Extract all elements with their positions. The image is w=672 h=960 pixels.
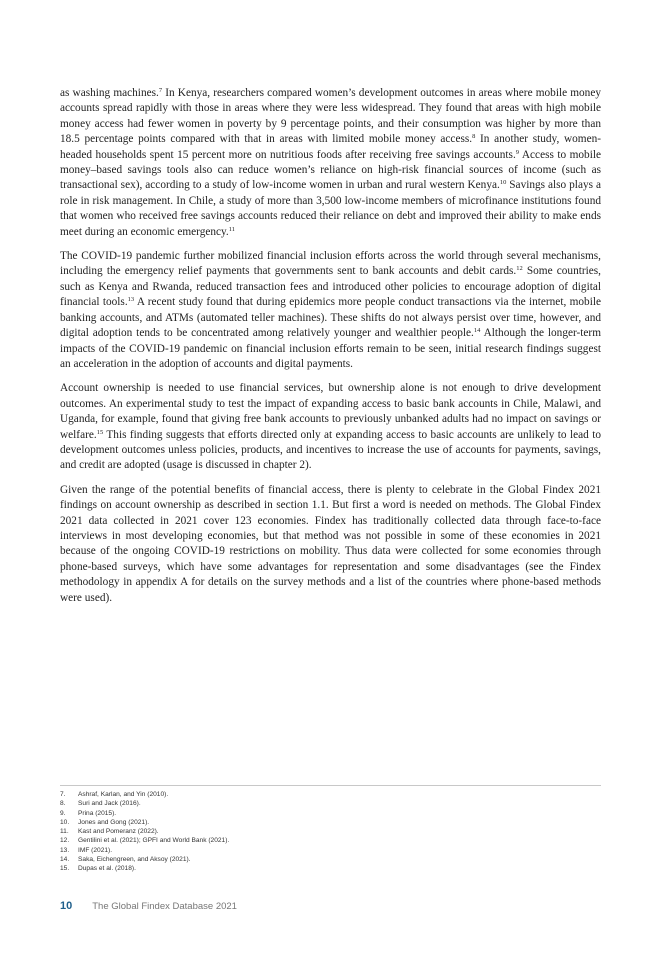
footnote-divider	[60, 785, 601, 786]
footnote-reference: 13	[127, 296, 135, 304]
footnote-item	[60, 799, 601, 808]
text-run: Access to mobile money–based savings tools also can reduce women’s reliance on high-risk financial sources of income (such as transactional sex), according to a study of low-income women in urban and rural western Kenya.	[60, 148, 601, 192]
text-run: Given the range of the potential benefits of financial access, there is plenty to celebrate in the Global Findex 2021 findings on account ownership as described in section 1.1. But first a word is needed on methods. The Global Findex 2021 data collected in 2021 cover 123 economies. Findex has traditionally collected data through face-to-face interviews in most developing economies, but that method was not possible in some of these economies in 2021 because of the ongoing COVID-19 restrictions on mobility. Thus data were collected for some economies through phone-based surveys, which have some advantages for representation and some disadvantages (see the Findex methodology in appendix A for details on the survey methods and a list of the countries where phone-based methods were used).	[60, 483, 601, 604]
footnote-number: 9.	[60, 809, 66, 817]
text-run: Savings also plays a role in risk management. In Chile, a study of more than 3,500 low-income members of microfinance institutions found that women who received free savings accounts reduced their reliance on debt and improved their ability to make ends meet during an economic emergency.	[60, 179, 601, 238]
footnote-reference: 15	[96, 428, 104, 436]
footnote-number: 14.	[60, 856, 70, 864]
footnote-item	[60, 836, 601, 845]
footnote-text: Saka, Eichengreen, and Aksoy (2021).	[78, 856, 191, 864]
footnote-number: 11.	[60, 828, 69, 836]
text-run: In Kenya, researchers compared women’s development outcomes in areas where mobile money accounts spread rapidly with those in areas where they were less widespread. They found that areas with high mobile money access had fewer women in poverty by 9 percentage points, and their consumption was higher by more than 18.5 percentage points compared with that in areas with limited mobile money access.	[60, 87, 601, 146]
page-number: 10	[60, 900, 73, 912]
footnote-reference: 9	[515, 148, 520, 156]
body-text	[60, 86, 601, 615]
footnote-text: IMF (2021).	[78, 846, 113, 854]
footnote-text: Dupas et al. (2018).	[78, 865, 136, 873]
footnote-item	[60, 790, 601, 799]
footnote-reference: 10	[499, 179, 507, 187]
text-run: Some countries, such as Kenya and Rwanda, reduced transaction fees and introduced other policies to encourage adoption of digital financial tools.	[60, 265, 601, 309]
text-run: This finding suggests that efforts directed only at expanding access to basic accounts are unlikely to lead to development outcomes unless policies, products, and incentives to increase the use of accounts for payments, savings, and credit are adopted (usage is discussed in chapter 2).	[60, 428, 601, 472]
footnote-number: 13.	[60, 846, 70, 854]
footnotes	[60, 790, 601, 874]
footnote-number: 7.	[60, 791, 66, 798]
footnote-text: Gentilini et al. (2021); GPFI and World Bank (2021).	[78, 837, 230, 845]
footnote-item	[60, 855, 601, 864]
footnote-text: Prina (2015).	[78, 809, 117, 817]
footnote-text: Ashraf, Karlan, and Yin (2010).	[78, 791, 169, 798]
footnote-item	[60, 818, 601, 827]
footnote-reference: 14	[473, 327, 481, 335]
footnote-number: 12.	[60, 837, 70, 845]
text-run: In another study, women-headed households spent 15 percent more on nutritious foods after receiving free savings accounts.	[60, 133, 601, 161]
text-run: Although the longer-term impacts of the COVID-19 pandemic on financial inclusion efforts remain to be seen, initial research findings suggest an acceleration in the adoption of accounts and digital payments.	[60, 327, 601, 370]
footnote-item	[60, 827, 601, 836]
footnote-item	[60, 864, 601, 873]
page-footer	[60, 900, 237, 912]
paragraph	[60, 249, 601, 372]
footnote-item	[60, 809, 601, 818]
footnote-number: 10.	[60, 818, 70, 826]
footnote-reference: 7	[158, 87, 163, 94]
paragraph	[60, 86, 601, 240]
footnote-text: Kast and Pomeranz (2022).	[78, 828, 159, 836]
footnote-reference: 11	[228, 225, 236, 233]
footnote-reference: 12	[516, 265, 523, 273]
publication-title: The Global Findex Database 2021	[92, 901, 237, 912]
text-run: The COVID-19 pandemic further mobilized financial inclusion efforts across the world through several mechanisms, including the emergency relief payments that governments sent to bank accounts and debit cards.	[60, 250, 601, 278]
footnote-reference: 8	[472, 133, 476, 141]
paragraph	[60, 483, 601, 606]
footnote-text: Suri and Jack (2016).	[78, 800, 141, 808]
footnote-item	[60, 846, 601, 855]
footnote-number: 15.	[60, 865, 70, 873]
footnote-number: 8.	[60, 800, 66, 808]
text-run: A recent study found that during epidemics more people conduct transactions via the internet, mobile banking accounts, and ATMs (automated teller machines). These shifts do not always persist over time, however, and digital adoption tends to be concentrated among relatively younger and wealthier people.	[60, 296, 601, 340]
text-run: as washing machines.	[60, 87, 159, 99]
text-run: Account ownership is needed to use financial services, but ownership alone is not enough to drive development outcomes. An experimental study to test the impact of expanding access to basic bank accounts in Chile, Malawi, and Uganda, for example, found that giving free bank accounts to previously unbanked adults had no impact on savings or welfare.	[60, 382, 601, 441]
paragraph	[60, 381, 601, 473]
footnote-text: Jones and Gong (2021).	[78, 818, 150, 826]
